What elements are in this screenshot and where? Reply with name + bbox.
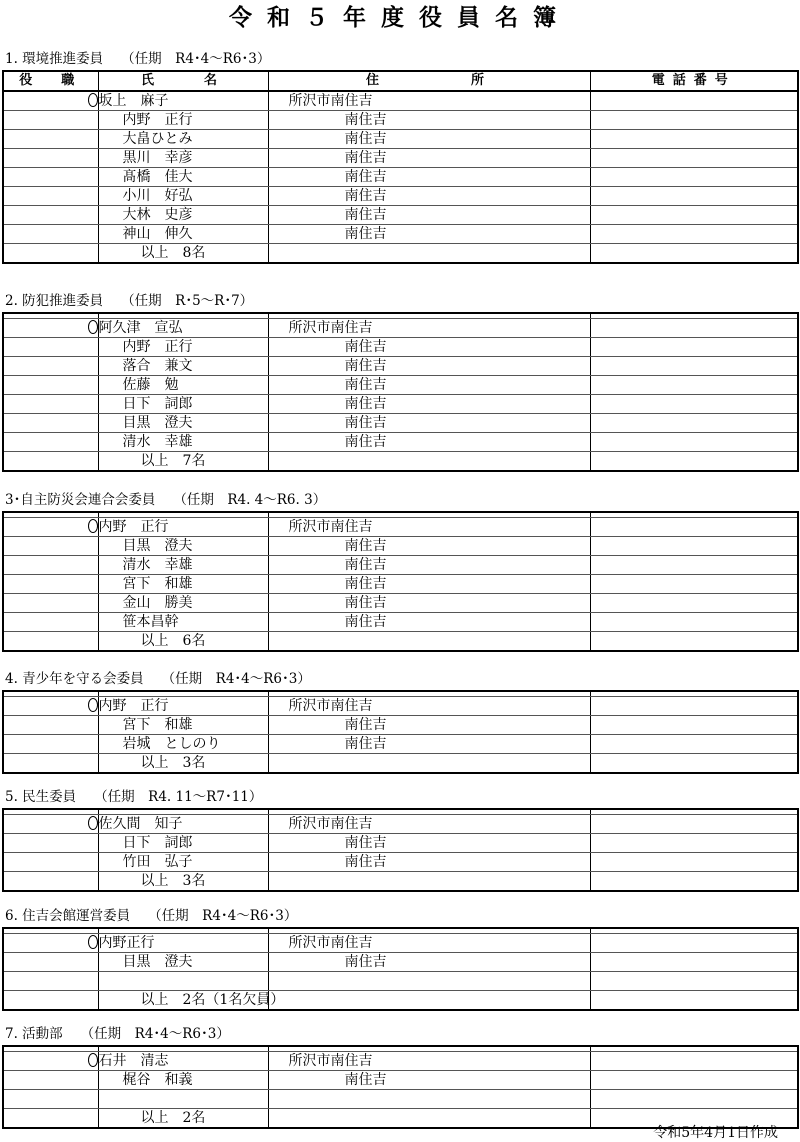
member-phone: [590, 225, 798, 244]
header-phone: 電話番号: [590, 71, 798, 91]
table-row: [3, 149, 798, 168]
chair-circle-icon: [88, 93, 98, 107]
role-cell: [3, 575, 98, 594]
member-phone: [590, 1090, 798, 1109]
table-row: [3, 1052, 798, 1071]
role-cell: [3, 206, 98, 225]
member-phone: [590, 357, 798, 376]
member-name: 内野正行: [98, 934, 268, 953]
member-name: 坂上 麻子: [98, 91, 268, 111]
role-cell: [3, 91, 98, 111]
role-cell: [3, 537, 98, 556]
member-phone: [590, 556, 798, 575]
table-row: [3, 953, 798, 972]
member-count: 以上 8名: [98, 244, 268, 264]
member-address: 南住吉: [268, 594, 590, 613]
role-cell: [3, 357, 98, 376]
header-name: 氏 名: [98, 71, 268, 91]
table-row: [3, 130, 798, 149]
member-table: [2, 927, 799, 1011]
role-cell: [3, 872, 98, 892]
table-row: [3, 934, 798, 953]
table-row: [3, 518, 798, 537]
role-cell: [3, 244, 98, 264]
section-term: （任期 R4･4～R6･3）: [80, 1026, 230, 1042]
count-row: [3, 632, 798, 652]
member-address: 南住吉: [268, 206, 590, 225]
member-table: [2, 70, 799, 264]
member-name: 清水 幸雄: [98, 433, 268, 452]
member-address: 南住吉: [268, 853, 590, 872]
member-phone: [590, 972, 798, 991]
member-count: 以上 3名: [98, 872, 268, 892]
member-address: 南住吉: [268, 537, 590, 556]
member-phone: [590, 111, 798, 130]
role-cell: [3, 111, 98, 130]
member-address: 南住吉: [268, 187, 590, 206]
member-phone: [590, 1052, 798, 1071]
member-name: 佐久間 知子: [98, 815, 268, 834]
header-address: 住 所: [268, 71, 590, 91]
role-cell: [3, 632, 98, 652]
role-cell: [3, 452, 98, 472]
member-name: 梶谷 和義: [98, 1071, 268, 1090]
member-name: 宮下 和雄: [98, 575, 268, 594]
member-name: 神山 伸久: [98, 225, 268, 244]
table-row: [3, 834, 798, 853]
member-count: 以上 2名（1名欠員）: [98, 991, 268, 1011]
role-cell: [3, 991, 98, 1011]
blank-cell: [268, 452, 590, 472]
member-phone: [590, 187, 798, 206]
member-phone: [590, 853, 798, 872]
member-phone: [590, 91, 798, 111]
member-name: 小川 好弘: [98, 187, 268, 206]
member-address: 所沢市南住吉: [268, 518, 590, 537]
member-name: 清水 幸雄: [98, 556, 268, 575]
role-cell: [3, 754, 98, 774]
header-role: 役 職: [3, 71, 98, 91]
member-name: [98, 972, 268, 991]
chair-circle-icon: [88, 935, 98, 949]
table-row: [3, 414, 798, 433]
table-row: [3, 319, 798, 338]
member-phone: [590, 414, 798, 433]
member-table: [2, 312, 799, 472]
chair-circle-icon: [88, 698, 98, 712]
count-row: [3, 452, 798, 472]
table-row: [3, 168, 798, 187]
role-cell: [3, 414, 98, 433]
section-title: 4. 青少年を守る会委員: [5, 671, 144, 687]
table-row: [3, 575, 798, 594]
member-count: 以上 7名: [98, 452, 268, 472]
count-row: [3, 754, 798, 774]
member-address: 南住吉: [268, 716, 590, 735]
member-address: 所沢市南住吉: [268, 319, 590, 338]
role-cell: [3, 395, 98, 414]
table-row: [3, 853, 798, 872]
blank-cell: [268, 244, 590, 264]
member-address: 南住吉: [268, 338, 590, 357]
section-term: （任期 R4. 11～R7･11）: [94, 789, 263, 805]
table-row: [3, 357, 798, 376]
member-phone: [590, 735, 798, 754]
role-cell: [3, 834, 98, 853]
chair-circle-icon: [88, 1053, 98, 1067]
member-phone: [590, 338, 798, 357]
member-count: 以上 2名: [98, 1109, 268, 1129]
member-table: [2, 1045, 799, 1129]
table-row: [3, 697, 798, 716]
member-address: 南住吉: [268, 149, 590, 168]
role-cell: [3, 815, 98, 834]
table-row: [3, 716, 798, 735]
role-cell: [3, 934, 98, 953]
role-cell: [3, 972, 98, 991]
role-cell: [3, 853, 98, 872]
role-cell: [3, 518, 98, 537]
member-phone: [590, 452, 798, 472]
table-row: [3, 815, 798, 834]
role-cell: [3, 1109, 98, 1129]
member-address: 所沢市南住吉: [268, 934, 590, 953]
member-phone: [590, 594, 798, 613]
role-cell: [3, 735, 98, 754]
member-name: 大畠ひとみ: [98, 130, 268, 149]
role-cell: [3, 556, 98, 575]
table-row: [3, 225, 798, 244]
member-phone: [590, 518, 798, 537]
member-phone: [590, 754, 798, 774]
member-name: 内野 正行: [98, 111, 268, 130]
member-phone: [590, 319, 798, 338]
section-title: 1. 環境推進委員: [5, 51, 104, 67]
section-heading: [5, 1025, 230, 1043]
member-phone: [590, 395, 798, 414]
blank-cell: [268, 632, 590, 652]
member-address: 南住吉: [268, 1071, 590, 1090]
member-phone: [590, 433, 798, 452]
table-row: [3, 91, 798, 111]
count-row: [3, 872, 798, 892]
role-cell: [3, 225, 98, 244]
table-row: [3, 613, 798, 632]
member-address: 所沢市南住吉: [268, 91, 590, 111]
table-row: [3, 556, 798, 575]
member-count: 以上 6名: [98, 632, 268, 652]
section-heading: [5, 292, 253, 310]
member-count: 以上 3名: [98, 754, 268, 774]
count-row: [3, 244, 798, 264]
member-phone: [590, 376, 798, 395]
table-row: [3, 537, 798, 556]
member-phone: [590, 537, 798, 556]
blank-cell: [268, 754, 590, 774]
blank-cell: [268, 991, 590, 1011]
member-name: 竹田 弘子: [98, 853, 268, 872]
member-address: 南住吉: [268, 130, 590, 149]
role-cell: [3, 594, 98, 613]
member-phone: [590, 206, 798, 225]
member-phone: [590, 575, 798, 594]
member-address: 南住吉: [268, 735, 590, 754]
role-cell: [3, 953, 98, 972]
table-row: [3, 395, 798, 414]
member-name: 佐藤 勉: [98, 376, 268, 395]
role-cell: [3, 376, 98, 395]
member-phone: [590, 130, 798, 149]
member-address: [268, 972, 590, 991]
member-address: 南住吉: [268, 953, 590, 972]
section-title: 5. 民生委員: [5, 789, 77, 805]
member-phone: [590, 1071, 798, 1090]
table-row: [3, 735, 798, 754]
member-address: 南住吉: [268, 395, 590, 414]
member-table: [2, 511, 799, 652]
table-row: [3, 594, 798, 613]
member-phone: [590, 613, 798, 632]
section-term: （任期 R4･4～R6･3）: [161, 671, 311, 687]
blank-cell: [268, 872, 590, 892]
member-name: 落合 兼文: [98, 357, 268, 376]
blank-cell: [268, 1109, 590, 1129]
section-term: （任期 R4･4～R6･3）: [148, 908, 298, 924]
member-phone: [590, 991, 798, 1011]
section-heading: [5, 907, 297, 925]
member-name: 日下 詞郎: [98, 834, 268, 853]
member-table: [2, 808, 799, 892]
count-row: [3, 991, 798, 1011]
table-row: [3, 972, 798, 991]
role-cell: [3, 1052, 98, 1071]
member-address: 南住吉: [268, 834, 590, 853]
member-name: 大林 史彦: [98, 206, 268, 225]
member-name: 日下 詞郎: [98, 395, 268, 414]
role-cell: [3, 697, 98, 716]
chair-circle-icon: [88, 320, 98, 334]
member-phone: [590, 834, 798, 853]
member-phone: [590, 697, 798, 716]
creation-date: 令和5年4月1日作成: [653, 1125, 778, 1141]
role-cell: [3, 149, 98, 168]
member-address: 南住吉: [268, 433, 590, 452]
table-row: [3, 206, 798, 225]
chair-circle-icon: [88, 519, 98, 533]
section-heading: [5, 50, 270, 68]
member-name: 宮下 和雄: [98, 716, 268, 735]
member-address: 南住吉: [268, 414, 590, 433]
member-address: 南住吉: [268, 168, 590, 187]
member-address: 所沢市南住吉: [268, 815, 590, 834]
role-cell: [3, 716, 98, 735]
member-address: 南住吉: [268, 376, 590, 395]
table-row: [3, 1071, 798, 1090]
member-address: [268, 1090, 590, 1109]
member-table: [2, 690, 799, 774]
member-phone: [590, 953, 798, 972]
member-phone: [590, 168, 798, 187]
member-address: 南住吉: [268, 575, 590, 594]
member-name: 目黒 澄夫: [98, 953, 268, 972]
section-heading: [5, 491, 326, 509]
table-row: [3, 1090, 798, 1109]
member-name: 目黒 澄夫: [98, 414, 268, 433]
member-address: 所沢市南住吉: [268, 697, 590, 716]
section-term: （任期 R4･4～R6･3）: [121, 51, 271, 67]
role-cell: [3, 1071, 98, 1090]
table-row: [3, 376, 798, 395]
member-name: 黒川 幸彦: [98, 149, 268, 168]
role-cell: [3, 1090, 98, 1109]
role-cell: [3, 319, 98, 338]
member-name: 石井 清志: [98, 1052, 268, 1071]
role-cell: [3, 187, 98, 206]
table-row: [3, 433, 798, 452]
member-name: 金山 勝美: [98, 594, 268, 613]
member-name: 内野 正行: [98, 697, 268, 716]
table-row: [3, 187, 798, 206]
role-cell: [3, 338, 98, 357]
section-title: 3･自主防災会連合会委員: [5, 492, 156, 508]
table-header-row: [3, 71, 798, 91]
member-name: 内野 正行: [98, 338, 268, 357]
table-row: [3, 338, 798, 357]
member-address: 南住吉: [268, 613, 590, 632]
member-address: 南住吉: [268, 357, 590, 376]
member-name: 岩城 としのり: [98, 735, 268, 754]
section-title: 6. 住吉会館運営委員: [5, 908, 131, 924]
role-cell: [3, 168, 98, 187]
member-phone: [590, 149, 798, 168]
member-phone: [590, 815, 798, 834]
member-name: 笹本昌幹: [98, 613, 268, 632]
member-phone: [590, 244, 798, 264]
member-address: 南住吉: [268, 225, 590, 244]
member-phone: [590, 716, 798, 735]
member-address: 所沢市南住吉: [268, 1052, 590, 1071]
section-heading: [5, 670, 311, 688]
role-cell: [3, 613, 98, 632]
member-name: [98, 1090, 268, 1109]
role-cell: [3, 130, 98, 149]
member-phone: [590, 872, 798, 892]
member-name: 内野 正行: [98, 518, 268, 537]
table-row: [3, 111, 798, 130]
section-title: 2. 防犯推進委員: [5, 293, 104, 309]
role-cell: [3, 433, 98, 452]
member-name: 阿久津 宣弘: [98, 319, 268, 338]
section-heading: [5, 788, 262, 806]
member-phone: [590, 632, 798, 652]
section-title: 7. 活動部: [5, 1026, 63, 1042]
member-name: 目黒 澄夫: [98, 537, 268, 556]
member-address: 南住吉: [268, 111, 590, 130]
chair-circle-icon: [88, 816, 98, 830]
member-name: 髙橋 佳大: [98, 168, 268, 187]
member-phone: [590, 934, 798, 953]
page-title: 令和５年度役員名簿: [229, 4, 571, 31]
section-term: （任期 R･5～R･7）: [121, 293, 254, 309]
member-address: 南住吉: [268, 556, 590, 575]
section-term: （任期 R4. 4～R6. 3）: [173, 492, 327, 508]
